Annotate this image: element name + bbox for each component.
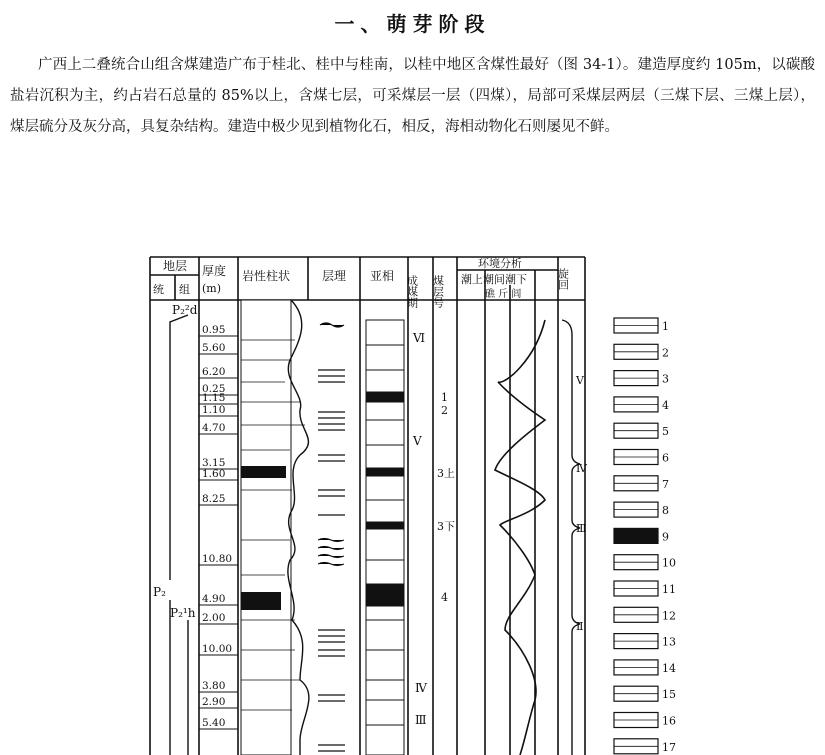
coal-no-2: 2 [441, 404, 448, 417]
thickness-value: 5.40 [202, 717, 226, 729]
coal-no-3-lower: 3下 [437, 520, 455, 533]
legend-number: 4 [662, 398, 669, 412]
thickness-value: 4.90 [202, 593, 226, 605]
thickness-value: 3.80 [202, 680, 226, 692]
thickness-value: 2.90 [202, 696, 226, 708]
hdr-env-sub2: 礁 斤 闾 [485, 289, 522, 300]
coal-periods [412, 331, 428, 727]
hdr-coal-no: 煤层号 [431, 275, 445, 308]
legend-number: 3 [662, 372, 669, 386]
legend-number: 9 [662, 530, 669, 544]
legend-number: 7 [662, 477, 669, 491]
lithology-column [241, 300, 309, 755]
thickness-value: 1.60 [202, 468, 226, 480]
strata-labels [153, 303, 198, 620]
coal-no-3-upper: 3上 [437, 467, 455, 480]
legend [614, 318, 676, 754]
legend-number: 14 [662, 661, 676, 675]
formation-label: P₂¹h [170, 606, 196, 620]
legend-number: 2 [662, 346, 669, 360]
coal-period-4: Ⅳ [415, 681, 427, 695]
hdr-bedding: 层理 [322, 269, 347, 283]
hdr-thickness-unit: (m) [202, 282, 222, 295]
thickness-values [202, 324, 232, 729]
thickness-value: 8.25 [202, 493, 226, 505]
legend-number: 15 [662, 688, 676, 702]
cycle-5: Ⅴ [576, 374, 584, 387]
series-label: P₂ [153, 585, 166, 599]
legend-number: 1 [662, 320, 669, 333]
hdr-lithology: 岩性柱状 [242, 269, 291, 283]
thickness-value: 3.15 [202, 457, 226, 469]
stratum-top-label: P₂²d [172, 303, 198, 317]
coal-period-3: Ⅲ [415, 713, 427, 727]
legend-number: 6 [662, 451, 669, 465]
thickness-value: 2.00 [202, 612, 226, 624]
environment-curve [495, 320, 545, 755]
thickness-value: 4.70 [202, 422, 226, 434]
legend-number: 17 [662, 740, 676, 754]
coal-no-4: 4 [441, 591, 448, 604]
legend-number: 8 [662, 504, 669, 518]
legend-number: 12 [662, 609, 676, 623]
cycle-2: Ⅱ [576, 620, 584, 633]
thickness-value: 5.60 [202, 342, 226, 354]
thickness-value: 0.95 [202, 324, 226, 336]
hdr-thickness: 厚度 [202, 264, 227, 278]
coal-period-5: Ⅴ [413, 434, 422, 448]
hdr-formation: 组 [179, 283, 190, 296]
subfacies-column [366, 320, 404, 755]
thickness-value: 6.20 [202, 366, 226, 378]
thickness-value: 10.80 [202, 553, 233, 565]
hdr-coal-period: 成煤期 [405, 275, 419, 308]
hdr-stratum: 地层 [163, 259, 188, 273]
coal-period-6: Ⅵ [413, 331, 426, 345]
body-paragraph: 广西上二叠统合山组含煤建造广布于桂北、桂中与桂南，以桂中地区含煤性最好（图 34-1）。建造厚度约 105m，以碳酸盐岩沉积为主，约占岩石总量的 85%以上，含煤七层，可采煤层一层（四煤），局部可采煤层两层（三煤下层、三煤上层），煤层硫分及灰分高，具复杂结构。建造中极少见到植物化石，相反，海相动物化石则屡见不鲜。 [10, 57, 815, 135]
cycle-labels [575, 374, 588, 633]
hdr-env: 环境分析 [478, 257, 522, 270]
thickness-value: 1.15 [202, 392, 226, 404]
thickness-value: 0.25 [202, 383, 226, 395]
thickness-value: 10.00 [202, 643, 233, 655]
legend-swatch [614, 528, 658, 543]
cycle-3: Ⅲ [576, 522, 587, 535]
section-title: 一、萌芽阶段 [334, 12, 491, 36]
cycle-4: Ⅳ [576, 462, 587, 475]
hdr-subfacies: 亚相 [370, 269, 395, 283]
legend-number: 13 [662, 635, 676, 649]
hdr-cycle: 旋回 [556, 268, 570, 290]
coal-numbers [437, 391, 455, 604]
coal-no-1: 1 [441, 391, 448, 404]
legend-number: 10 [662, 556, 676, 570]
hdr-env-sub: 潮上潮间潮下 [461, 273, 527, 286]
thickness-value: 1.10 [202, 404, 226, 416]
legend-number: 11 [662, 583, 676, 596]
bedding-column [318, 323, 345, 751]
hdr-series: 统 [153, 283, 164, 296]
legend-number: 5 [662, 425, 669, 439]
legend-number: 16 [662, 714, 676, 728]
